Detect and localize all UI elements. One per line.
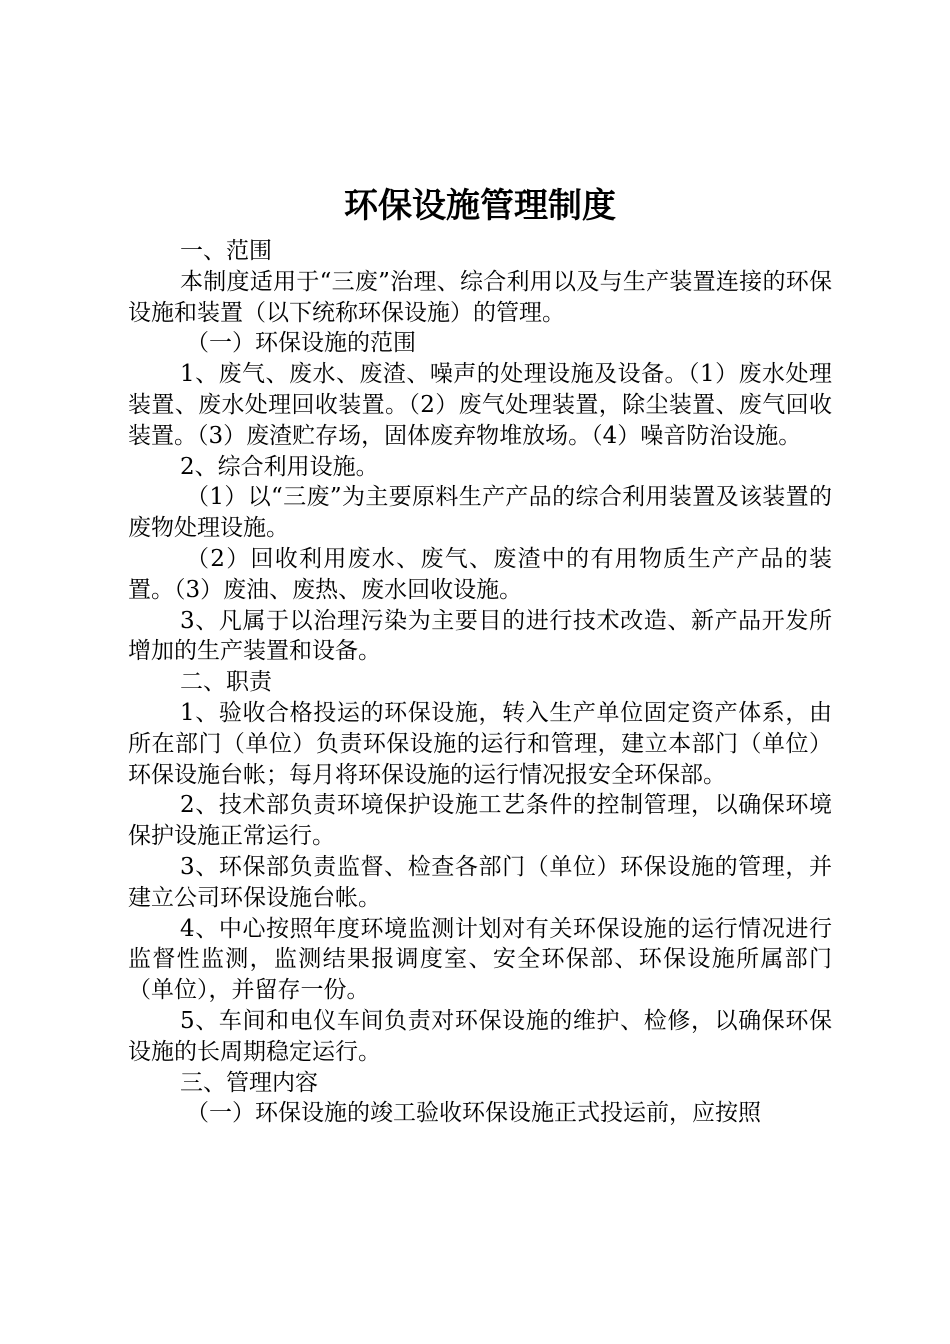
subsection-heading-facility-scope: （一）环保设施的范围: [186, 330, 416, 357]
paragraph-duty-5: 5、车间和电仪车间负责对环保设施的维护、检修，以确保环保设施的长周期稳定运行。: [128, 1007, 832, 1065]
document-body: [128, 236, 832, 1129]
paragraph-item-3: 3、凡属于以治理污染为主要目的进行技术改造、新产品开发所增加的生产装置和设备。: [128, 607, 832, 665]
paragraph-item-2-2: （2）回收利用废水、废气、废渣中的有用物质生产产品的装置。（3）废油、废热、废水回收设施。: [128, 545, 832, 603]
paragraph-item-1: 1、废气、废水、废渣、噪声的处理设施及设备。（1）废水处理装置、废水处理回收装置。（2）废气处理装置，除尘装置、废气回收装置。（3）废渣贮存场，固体废弃物堆放场。（4）噪音防治设施。: [128, 361, 832, 449]
paragraph-duty-2: 2、技术部负责环境保护设施工艺条件的控制管理，以确保环境保护设施正常运行。: [128, 792, 832, 850]
paragraph-item-2-1: （1）以“三废”为主要原料生产产品的综合利用装置及该装置的废物处理设施。: [128, 484, 832, 542]
paragraph-duty-1: 1、验收合格投运的环保设施，转入生产单位固定资产体系，由所在部门（单位）负责环保设施的运行和管理，建立本部门（单位）环保设施台帐；每月将环保设施的运行情况报安全环保部。: [128, 699, 832, 788]
section-heading-management: 三、管理内容: [180, 1069, 318, 1096]
paragraph-item-2: 2、综合利用设施。: [180, 453, 379, 480]
paragraph-management-1: （一）环保设施的竣工验收环保设施正式投运前，应按照: [186, 1100, 761, 1127]
section-heading-duties: 二、职责: [180, 669, 272, 696]
paragraph-duty-4: 4、中心按照年度环境监测计划对有关环保设施的运行情况进行监督性监测，监测结果报调度室、安全环保部、环保设施所属部门（单位），并留存一份。: [128, 915, 832, 1004]
paragraph-duty-3: 3、环保部负责监督、检查各部门（单位）环保设施的管理，并建立公司环保设施台帐。: [128, 853, 832, 911]
document-title: 环保设施管理制度: [344, 186, 616, 226]
section-heading-scope: 一、范围: [180, 238, 272, 264]
paragraph-scope-intro: 本制度适用于“三废”治理、综合利用以及与生产装置连接的环保设施和装置（以下统称环保设施）的管理。: [128, 268, 832, 326]
